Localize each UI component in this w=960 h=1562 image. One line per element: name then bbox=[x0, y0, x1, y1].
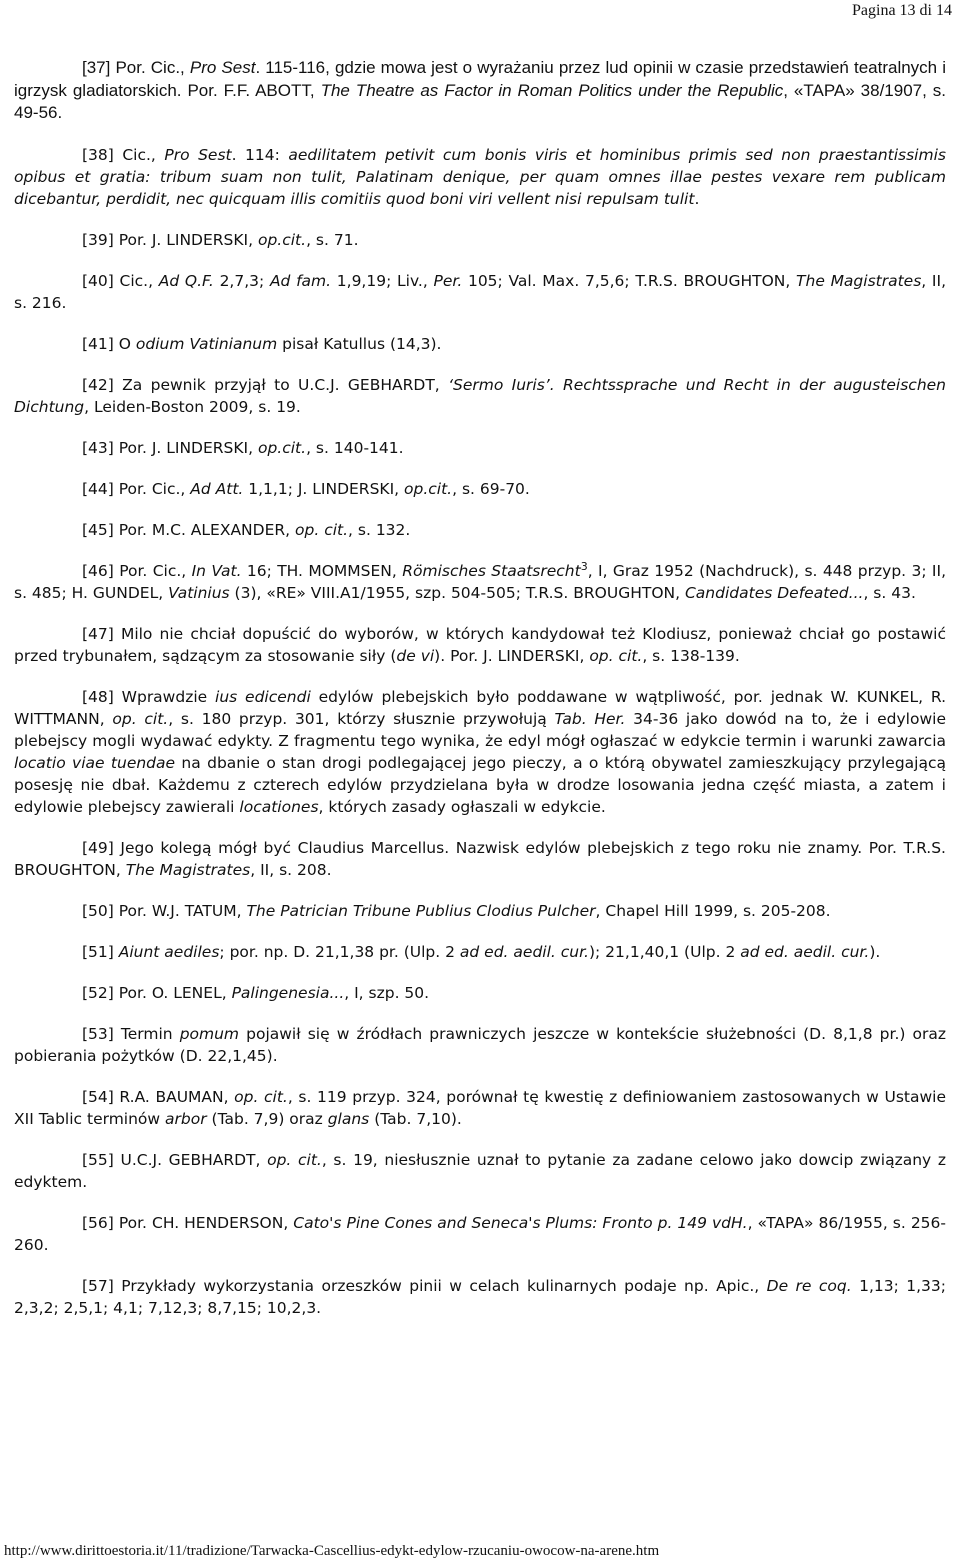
footnote-text: Ad Q.F. bbox=[158, 271, 214, 290]
footnote-text: , Leiden-Boston 2009, s. 19. bbox=[84, 397, 301, 416]
footnote-text: locatio viae tuendae bbox=[14, 753, 176, 772]
footnote-text: Palingenesia... bbox=[231, 983, 345, 1002]
footnote-text: The Patrician Tribune Publius Clodius Pulcher bbox=[246, 901, 596, 920]
footnote-ref-link[interactable]: [45] Por. M.C. ALEXANDER, bbox=[82, 520, 296, 539]
footnote-text: , «TAPA» 38/1907, s. 49-56. bbox=[14, 80, 946, 123]
footnote-text: , s. 43. bbox=[863, 583, 916, 602]
footnote-text: op. cit. bbox=[234, 1087, 288, 1106]
footnote-text: , których zasady ogłaszali w edykcie. bbox=[318, 797, 606, 816]
footnote-40 bbox=[14, 270, 946, 314]
footnote-ref-link[interactable]: [56] Por. CH. HENDERSON, bbox=[82, 1213, 294, 1232]
footnote-text: de vi bbox=[396, 646, 435, 665]
footnote-ref-link[interactable]: [57] Przykłady wykorzystania orzeszków pinii w celach kulinarnych podaje np. Apic., bbox=[82, 1276, 767, 1295]
footnotes-list bbox=[14, 57, 946, 1338]
footnote-56 bbox=[14, 1212, 946, 1256]
footnote-49 bbox=[14, 837, 946, 881]
footnote-text: , I, szp. 50. bbox=[344, 983, 430, 1002]
footnote-text: glans bbox=[327, 1109, 370, 1128]
footnote-text: Römisches Staatsrecht bbox=[402, 561, 581, 580]
footnote-55 bbox=[14, 1149, 946, 1193]
footnote-text: , s. 180 przyp. 301, którzy słusznie przywołują bbox=[168, 709, 555, 728]
footnote-text: Candidates Defeated... bbox=[684, 583, 864, 602]
footnote-text: aedilitatem petivit cum bonis viris et hominibus primis sed non praestantissimis opibus et gratia: tribum suam non tulit, Palatinam denique, per quam omnes illae pestes vexare rem publicam dicebantur, perdidit, nec quicquam illis comitiis quod boni viri vellent nisi repulsam tulit bbox=[14, 145, 946, 208]
page-url[interactable]: http://www.dirittoestoria.it/11/tradizione/Tarwacka-Cascellius-edykt-edylow-rzucaniu-owocow-na-arene.htm bbox=[4, 1543, 660, 1559]
footnote-text: Cato's Pine Cones and Seneca's Plums: Fronto p. 149 vdH. bbox=[293, 1213, 748, 1232]
footnote-54 bbox=[14, 1086, 946, 1130]
footnote-text: op.cit. bbox=[257, 230, 307, 249]
footnote-text: . 115-116, gdzie mowa jest o wyrażaniu przez lud opinii w czasie przedstawień teatralnych i igrzysk gladiatorskich. Por. F.F. ABOTT, bbox=[14, 58, 946, 100]
footnote-42 bbox=[14, 374, 946, 418]
footnote-text: , s. 140-141. bbox=[306, 438, 404, 457]
footnote-text: , «TAPA» 86/1955, s. 256-260. bbox=[14, 1213, 946, 1254]
footnote-ref-link[interactable]: [37] Por. Cic., bbox=[82, 58, 190, 77]
footnote-ref-link[interactable]: [38] Cic., bbox=[82, 145, 165, 164]
footnote-39 bbox=[14, 229, 946, 251]
footnote-text: ; por. np. D. 21,1,38 pr. (Ulp. 2 bbox=[219, 942, 460, 961]
footnote-text: . 114: bbox=[231, 145, 289, 164]
footnote-43 bbox=[14, 437, 946, 459]
footnote-46 bbox=[14, 560, 946, 604]
footnote-37 bbox=[14, 57, 946, 125]
footnote-51 bbox=[14, 941, 946, 963]
footnote-47 bbox=[14, 623, 946, 667]
footnote-ref-link[interactable]: [49] Jego kolegą mógł być Claudius Marcellus. Nazwisk edylów plebejskich z tego roku nie znamy. Por. T.R.S. BROUGHTON, bbox=[14, 838, 946, 879]
footnote-text: , s. 19, niesłusznie uznał to pytanie za zadane celowo jako dowcip związany z edyktem. bbox=[14, 1150, 946, 1191]
footnote-text: , s. 138-139. bbox=[642, 646, 740, 665]
footnote-text: Per. bbox=[433, 271, 463, 290]
footnote-text: ad ed. aedil. cur. bbox=[740, 942, 870, 961]
footnote-ref-link[interactable]: [44] Por. Cic., bbox=[82, 479, 191, 498]
footnote-text: 1,9,19; Liv., bbox=[331, 271, 434, 290]
footnote-text: , s. 119 przyp. 324, porównał tę kwestię z definiowaniem zastosowanych w Ustawie XII Tablic terminów bbox=[14, 1087, 946, 1128]
footnote-text: Ad Att. bbox=[190, 479, 244, 498]
footnote-ref-link[interactable]: [52] Por. O. LENEL, bbox=[82, 983, 232, 1002]
footnote-text: , Chapel Hill 1999, s. 205-208. bbox=[595, 901, 831, 920]
footnote-text: ad ed. aedil. cur. bbox=[459, 942, 589, 961]
footnote-ref-link[interactable]: [51] bbox=[82, 942, 119, 961]
footnote-text: odium Vatinianum bbox=[135, 334, 278, 353]
footnote-ref-link[interactable]: [40] Cic., bbox=[82, 271, 159, 290]
footnote-text: (Tab. 7,10). bbox=[369, 1109, 462, 1128]
footnote-text: (Tab. 7,9) oraz bbox=[206, 1109, 328, 1128]
footnote-text: ). Por. J. LINDERSKI, bbox=[434, 646, 590, 665]
footnote-text: The Theatre as Factor in Roman Politics under the Republic bbox=[320, 80, 784, 100]
footnote-text: 3 bbox=[580, 559, 588, 573]
footnote-text: , s. 69-70. bbox=[452, 479, 530, 498]
footnote-52 bbox=[14, 982, 946, 1004]
footnote-ref-link[interactable]: [42] Za pewnik przyjął to U.C.J. GEBHARDT, bbox=[82, 375, 449, 394]
footnote-ref-link[interactable]: [48] Wprawdzie bbox=[82, 687, 216, 706]
footnote-text: ius edicendi bbox=[215, 687, 311, 706]
footnote-ref-link[interactable]: [43] Por. J. LINDERSKI, bbox=[82, 438, 258, 457]
footnote-text: ); 21,1,40,1 (Ulp. 2 bbox=[588, 942, 741, 961]
footnote-44 bbox=[14, 478, 946, 500]
footnote-41 bbox=[14, 333, 946, 355]
footnote-text: 105; Val. Max. 7,5,6; T.R.S. BROUGHTON, bbox=[462, 271, 797, 290]
footnote-text: Vatinius bbox=[168, 583, 230, 602]
footnote-ref-link[interactable]: [50] Por. W.J. TATUM, bbox=[82, 901, 247, 920]
footnote-text: op. cit. bbox=[589, 646, 643, 665]
footnote-53 bbox=[14, 1023, 946, 1067]
footnote-text: The Magistrates bbox=[125, 860, 251, 879]
footnote-ref-link[interactable]: [55] U.C.J. GEBHARDT, bbox=[82, 1150, 268, 1169]
footnote-text: 1,13; 1,33; 2,3,2; 2,5,1; 4,1; 7,12,3; 8,7,15; 10,2,3. bbox=[14, 1276, 946, 1317]
footnote-ref-link[interactable]: [47] Milo nie chciał dopuścić do wyborów, w których kandydował też Klodiusz, ponieważ chciał go postawić przed trybunałem, sądzącym za stosowanie siły ( bbox=[14, 624, 946, 665]
footnote-text: . bbox=[694, 189, 700, 208]
footnote-text: Tab. Her. bbox=[554, 709, 626, 728]
footnote-text: 1,1,1; J. LINDERSKI, bbox=[243, 479, 404, 498]
footnote-text: (3), «RE» VIII.A1/1955, szp. 504-505; T.R.S. BROUGHTON, bbox=[229, 583, 685, 602]
footnote-text: pojawił się w źródłach prawniczych jeszcze w kontekście służebności (D. 8,1,8 pr.) oraz pobierania pożytków (D. 22,1,45). bbox=[14, 1024, 946, 1065]
footnote-text: De re coq. bbox=[766, 1276, 852, 1295]
footnote-text: 16; TH. MOMMSEN, bbox=[241, 561, 403, 580]
footnote-45 bbox=[14, 519, 946, 541]
footnote-text: 2,7,3; bbox=[213, 271, 270, 290]
footnote-text: Aiunt aediles bbox=[118, 942, 220, 961]
footnote-text: , II, s. 216. bbox=[14, 271, 946, 312]
footnote-text: op.cit. bbox=[404, 479, 453, 498]
footnote-text: , I, Graz 1952 (Nachdruck), s. 448 przyp. 3; II, s. 485; H. GUNDEL, bbox=[14, 561, 946, 602]
footnote-text: pomum bbox=[179, 1024, 240, 1043]
footnote-50 bbox=[14, 900, 946, 922]
footnote-38 bbox=[14, 144, 946, 210]
footnote-text: Pro Sest bbox=[189, 58, 256, 77]
footnote-text: , s. 71. bbox=[306, 230, 359, 249]
footnote-text: locationes bbox=[239, 797, 319, 816]
footnote-text: op. cit. bbox=[112, 709, 169, 728]
footnote-text: , s. 132. bbox=[348, 520, 411, 539]
footnote-57 bbox=[14, 1275, 946, 1319]
footnote-ref-link[interactable]: [46] Por. Cic., bbox=[82, 561, 192, 580]
footnote-text: op.cit. bbox=[257, 438, 307, 457]
footnote-48 bbox=[14, 686, 946, 818]
footnote-text: arbor bbox=[165, 1109, 207, 1128]
footnote-text: Ad fam. bbox=[269, 271, 332, 290]
footnote-text: pisał Katullus (14,3). bbox=[277, 334, 442, 353]
footnote-text: op. cit. bbox=[267, 1150, 322, 1169]
footnote-ref-link[interactable]: [54] R.A. BAUMAN, bbox=[82, 1087, 235, 1106]
page-indicator: Pagina 13 di 14 bbox=[852, 2, 952, 19]
footnote-text: The Magistrates bbox=[796, 271, 922, 290]
footnote-ref-link[interactable]: [53] Termin bbox=[82, 1024, 180, 1043]
footnote-text: ). bbox=[869, 942, 881, 961]
footnote-text: , II, s. 208. bbox=[250, 860, 332, 879]
footnote-ref-link[interactable]: [41] O bbox=[82, 334, 136, 353]
footnote-ref-link[interactable]: [39] Por. J. LINDERSKI, bbox=[82, 230, 258, 249]
footnote-text: 34-36 jako dowód na to, że i edylowie plebejscy mogli wydawać edykty. Z fragmentu tego wynika, że edyl mógł ogłaszać w edykcie termin i warunki zawarcia bbox=[14, 709, 946, 750]
footnote-text: Pro Sest bbox=[164, 145, 232, 164]
footnote-text: na dbanie o stan drogi podlegającej jego pieczy, a o którą obywatel zamieszkujący przylegającą posesję nie dbał. Każdemu z czterech edylów przydzielana była w drodze losowania jedna część miasta, a zatem i edylowie plebejscy zawierali bbox=[14, 753, 947, 816]
footnote-text: op. cit. bbox=[295, 520, 349, 539]
footnote-text: In Vat. bbox=[191, 561, 242, 580]
footnote-text: edylów plebejskich było poddawane w wątpliwość, por. jednak W. KUNKEL, R. WITTMANN, bbox=[14, 687, 946, 728]
footnote-text: ‘Sermo Iuris’. Rechtssprache und Recht in der augusteischen Dichtung bbox=[14, 375, 946, 416]
